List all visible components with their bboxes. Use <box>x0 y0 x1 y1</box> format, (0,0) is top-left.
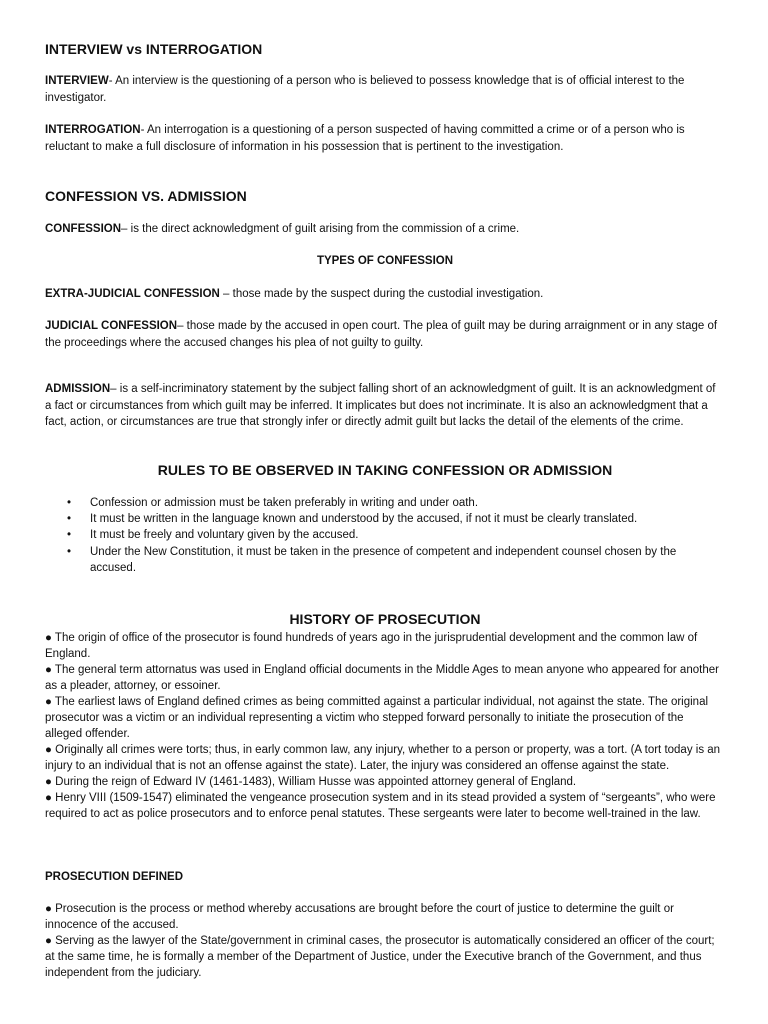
heading-rules: RULES TO BE OBSERVED IN TAKING CONFESSION OR ADMISSION <box>157 462 613 478</box>
admission-text: – is a self-incriminatory statement by the subject falling short of an acknowledgment of guilt. It is an acknowledgment of a fact or circumstances from which guilt may be inferred. It implicates but does not incriminate. It is also an acknowledgment that a fact, action, or circumstances are true that strongly infer or directly admit guilt but lacks the detail of the elements of the crime. <box>45 383 716 428</box>
list-item <box>45 544 725 576</box>
confession-label: CONFESSION <box>45 223 122 235</box>
rule-text: Under the New Constitution, it must be taken in the presence of competent and independent counsel chosen by the accused. <box>90 545 677 574</box>
list-item <box>45 511 725 527</box>
bullet-icon: • <box>67 529 72 542</box>
heading-history-of-prosecution: HISTORY OF PROSECUTION <box>289 611 481 627</box>
extra-judicial-text: – those made by the suspect during the custodial investigation. <box>219 288 544 300</box>
judicial-text: – those made by the accused in open court. The plea of guilt may be during arraignment or in any stage of the proceedings where the accused changes his plea of not guilty to guilty. <box>45 320 718 349</box>
confession-text: – is the direct acknowledgment of guilt arising from the commission of a crime. <box>121 223 520 235</box>
admission-definition <box>45 381 723 431</box>
list-item <box>45 527 725 543</box>
rules-list <box>45 495 725 576</box>
list-item <box>45 495 725 511</box>
history-paragraph: ● Henry VIII (1509-1547) eliminated the vengeance prosecution system and in its stead provided a system of “sergeants”, who were required to act as police prosecutors and to enforce penal statutes. These sergeants were later to become well-trained in the law. <box>45 792 716 820</box>
confession-definition <box>45 221 723 238</box>
history-paragraph: ● The general term attornatus was used in England official documents in the Middle Ages to mean anyone who appeared for another as a pleader, attorney, or essoiner. <box>45 664 719 692</box>
interview-label: INTERVIEW <box>45 75 109 87</box>
judicial-label: JUDICIAL CONFESSION <box>45 320 178 332</box>
heading-confession-vs-admission: CONFESSION VS. ADMISSION <box>45 188 247 204</box>
heading-prosecution-defined: PROSECUTION DEFINED <box>45 871 184 883</box>
interview-definition <box>45 73 723 106</box>
definition-paragraph: ● Serving as the lawyer of the State/government in criminal cases, the prosecutor is automatically considered an officer of the court; at the same time, he is formally a member of the Department of Justice, under the Executive branch of the Government, and thus independent from the judiciary. <box>45 935 715 979</box>
extra-judicial-confession <box>45 286 723 303</box>
history-paragraph: ● The origin of office of the prosecutor is found hundreds of years ago in the jurisprudential development and the common law of England. <box>45 632 698 660</box>
judicial-confession <box>45 318 723 351</box>
prosecution-defined-paragraphs <box>45 901 725 981</box>
interview-text: - An interview is the questioning of a person who is believed to possess knowledge that is of official interest to the investigator. <box>45 75 685 104</box>
interrogation-definition <box>45 122 723 155</box>
extra-judicial-label: EXTRA-JUDICIAL CONFESSION <box>45 288 220 300</box>
interrogation-text: - An interrogation is a questioning of a person suspected of having committed a crime or of a person who is reluctant to make a full disclosure of information in his possession that is pertinent to the investigation. <box>45 124 685 153</box>
definition-paragraph: ● Prosecution is the process or method whereby accusations are brought before the court of justice to determine the guilt or innocence of the accused. <box>45 903 674 931</box>
bullet-icon: • <box>67 497 72 509</box>
interrogation-label: INTERROGATION <box>45 124 141 136</box>
heading-types-of-confession: TYPES OF CONFESSION <box>316 255 454 267</box>
history-paragraph: ● Originally all crimes were torts; thus, in early common law, any injury, whether to a person or property, was a tort. (A tort today is an injury to an individual that is not an offense against the state). Later, the injury was considered an offense against the state. <box>45 744 721 772</box>
admission-label: ADMISSION <box>45 383 111 395</box>
rule-text: It must be written in the language known and understood by the accused, if not it must be clearly translated. <box>90 513 638 526</box>
bullet-icon: • <box>67 545 72 558</box>
history-paragraph: ● The earliest laws of England defined crimes as being committed against a particular individual, not against the state. The original prosecutor was a victim or an individual representing a victim who stepped forward personally to initiate the prosecution of the alleged offender. <box>45 696 709 740</box>
rule-text: It must be freely and voluntary given by the accused. <box>90 529 359 542</box>
bullet-icon: • <box>67 513 72 526</box>
history-paragraph: ● During the reign of Edward IV (1461-1483), William Husse was appointed attorney general of England. <box>45 776 577 788</box>
rule-text: Confession or admission must be taken preferably in writing and under oath. <box>90 497 479 509</box>
heading-interview-vs-interrogation: INTERVIEW vs INTERROGATION <box>45 41 263 57</box>
history-paragraphs <box>45 630 725 822</box>
